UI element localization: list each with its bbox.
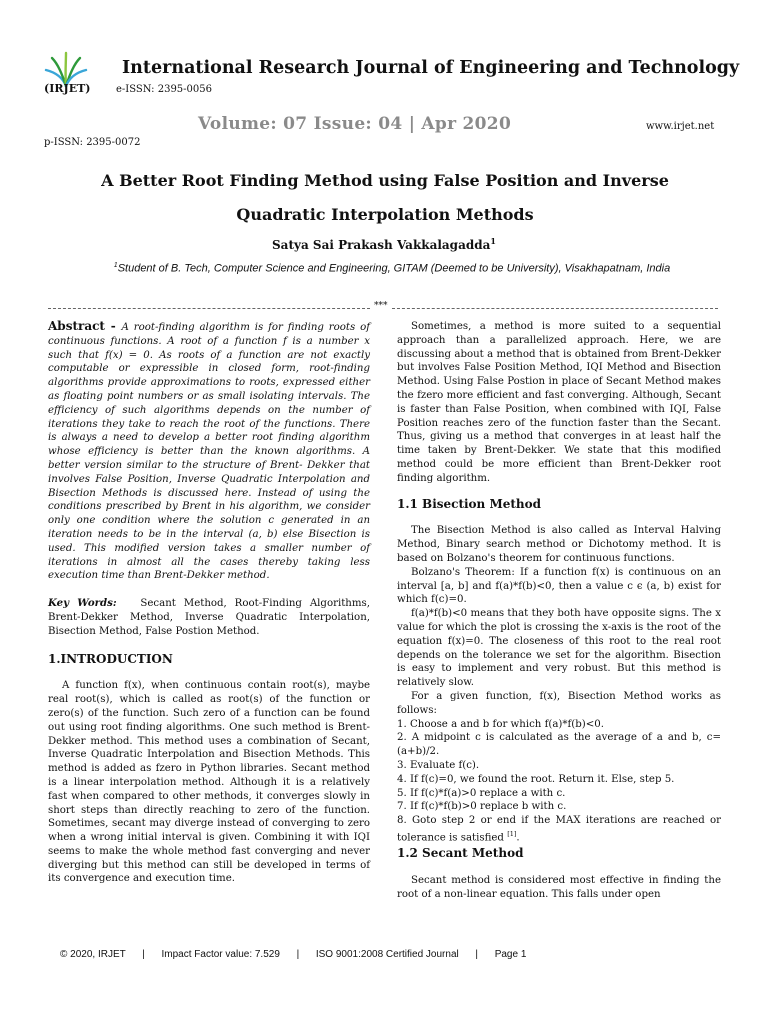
section-heading-introduction: 1.INTRODUCTION [48,651,173,666]
eissn: e-ISSN: 2395-0056 [116,84,212,95]
footer-sep-1: | [142,949,145,960]
pissn: p-ISSN: 2395-0072 [44,137,141,148]
section-heading-secant: 1.2 Secant Method [397,846,524,861]
keywords [48,597,370,638]
step-3: 3. Evaluate f(c). [397,759,480,771]
bisection-intro: The Bisection Method is also called as Interval Halving Method, Binary search method or Dichotomy method. It is based on Bolzano's theorem for continuous functions. [397,525,721,564]
keywords-heading: Key Words: [48,597,117,610]
paper-title-line1: A Better Root Finding Method using False Position and Inverse [101,171,669,190]
step-8: 8. Goto step 2 or end if the MAX iterations are reached or tolerance is satisfied [1]. [397,815,721,844]
step-5: 5. If f(c)*f(a)>0 replace a with c. [397,787,566,799]
footer-page-number: Page 1 [494,949,527,960]
introduction-paragraph: A function f(x), when continuous contain root(s), maybe real root(s), which is called as root(s) of the function or zero(s) of the function. Such zero of a function can be found out using root finding algorithms. One such method is Brent-Dekker method. This method uses a combination of Secant, Inverse Quadratic Interpolation and Bisection Methods. This method is added as fzero in Python libraries. Secant method is a linear interpolation method. Although it is a relatively fast when compared to other methods, it converges slowly in short steps than directly reaching to zero of the function. Sometimes, secant may diverge instead of converging to zero when a wrong initial interval is given. Combining it with IQI seems to make the whole method fast converging and never diverging but this method can still be developed in terms of its convergence and execution time. [48,680,370,885]
step-1: 1. Choose a and b for which f(a)*f(b)<0. [397,718,604,730]
step-4: 4. If f(c)=0, we found the root. Return it. Else, step 5. [397,773,675,785]
right-column [397,320,721,901]
section-separator [48,302,718,314]
abstract-heading: Abstract - [48,319,122,333]
author-name: Satya Sai Prakash Vakkalagadda$^1$ [272,236,496,252]
paper-title-line2: Quadratic Interpolation Methods [236,205,534,224]
author-affiliation: $^1$Student of B. Tech, Computer Science and Engineering, GITAM (Deemed to be University), Visakhapatnam, India [113,262,671,275]
step-7: 7. If f(c)*f(b)>0 replace b with c. [397,801,567,813]
website-url[interactable]: www.irjet.net [646,121,715,132]
page-footer [60,949,526,960]
footer-sep-2: | [296,949,300,960]
bisection-sign-paragraph: f(a)*f(b)<0 means that they both have opposite signs. The x value for which the plot is crossing the x-axis is the root of the equation f(x)=0. The closeness of this root to the real root depends on the tolerance we set for the algorithm. Bisection is easy to implement and very robust. But this method is relatively slow. [397,608,721,689]
keywords-text: Secant Method, Root-Finding Algorithms, Brent-Dekker Method, Inverse Quadratic Interpolation, Bisection Method, False Postion Method. [48,598,370,637]
footer-sep-3: | [475,949,479,960]
separator-stars: *** [374,301,388,311]
citation-ref: [1] [507,829,517,838]
bolzano-theorem: Bolzano's Theorem: If a function f(x) is continuous on an interval [a, b] and f(a)*f(b)<0, then a value c ϵ (a, b) exist for which f(c)=0. [397,566,721,606]
author-superscript: 1 [490,236,496,246]
journal-abbr: (IRJET) [44,82,91,95]
left-column [48,320,370,886]
secant-paragraph: Secant method is considered most effective in finding the root of a non-linear equation. This falls under open [397,874,721,900]
journal-title: International Research Journal of Engineering and Technology [122,58,740,78]
footer-copyright: © 2020, IRJET [60,949,126,960]
volume-issue: Volume: 07 Issue: 04 | Apr 2020 [198,114,512,134]
footer-iso: ISO 9001:2008 Certified Journal [315,949,459,960]
section-heading-bisection: 1.1 Bisection Method [397,496,542,511]
footer-impact-factor: Impact Factor value: 7.529 [161,949,280,960]
abstract [48,320,370,583]
paragraph-sequential: Sometimes, a method is more suited to a sequential approach than a parallelized approach. Here, we are discussing about a method that is obtained from Brent-Dekker but involves False Position Method, IQI Method and Bisection Method. Using False Postion in place of Secant Method makes the fzero more efficient and fast converging. Although, Secant is faster than False Position, when combined with IQI, False Position reaches zero of the function faster than the Secant. Thus, giving us a method that converges in at least half the time taken by Brent-Dekker. We state that this modified method could be more efficient than Brent-Dekker root finding algorithm. [397,321,721,484]
step-2: 2. A midpoint c is calculated as the average of a and b, c=(a+b)/2. [397,732,721,758]
bisection-works-as: For a given function, f(x), Bisection Method works as follows: [397,690,721,716]
affiliation-superscript: 1 [113,262,118,269]
abstract-text: A root-finding algorithm is for finding roots of continuous functions. A root of a function f is a number x such that f(x) = 0. As roots of a function are not exactly computable or expressible in closed form, root-finding algorithms provide approximations to roots, expressed either as floating point numbers or as small isolating intervals. The efficiency of such algorithms depends on the number of iterations they take to reach the root of the functions. There is always a need to develop a better root finding algorithm whose efficiency is better than the known algorithms. A better version similar to the structure of Brent- Dekker that involves False Position, Inverse Quadratic Interpolation and Bisection Methods is discussed here. Instead of using the conditions prescribed by Brent in his algorithm, we consider only one condition where the solution c generated in an iteration needs to be in the interval (a, b) else Bisection is used. This modified version takes a smaller number of iterations in almost all the cases thereby taking less execution time than Brent-Dekker method. [48,322,370,582]
